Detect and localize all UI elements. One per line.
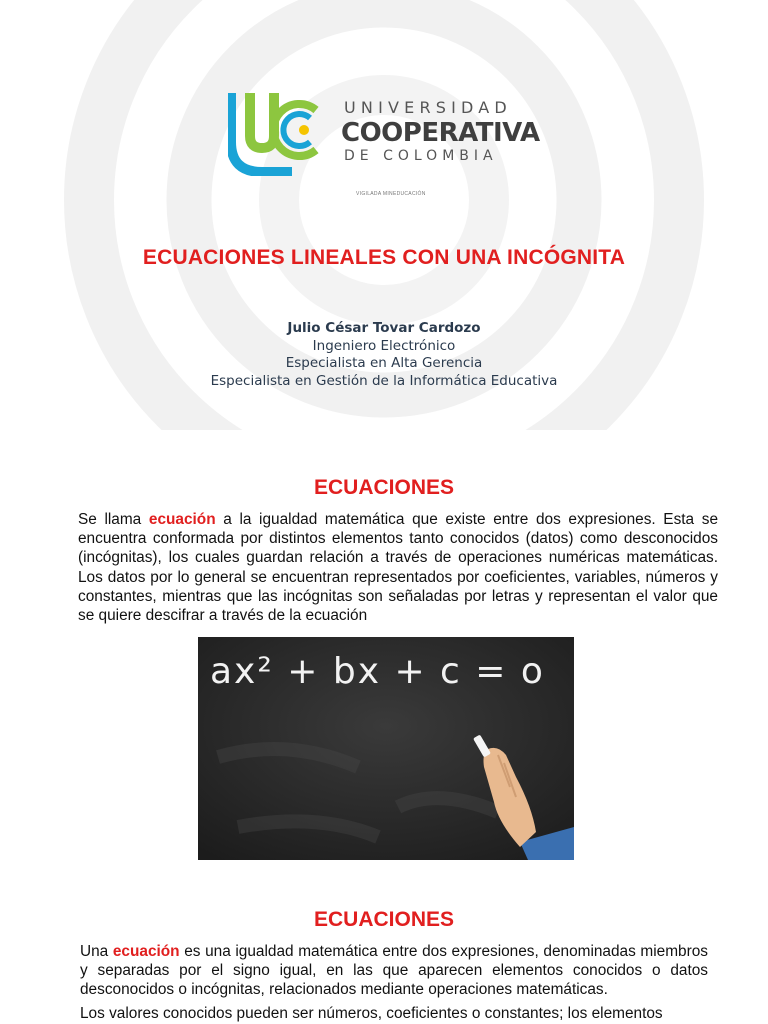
paragraph-text: Se llama [78,511,149,528]
section-title: ECUACIONES [313,908,455,931]
logo-line-2: COOPERATIVA [341,118,540,148]
author-name: Julio César Tovar Cardozo [287,320,481,336]
author-block [0,320,768,390]
author-credential: Especialista en Gestión de la Informática Educativa [210,372,558,389]
logo-line-1: UNIVERSIDAD [344,98,512,117]
author-credential: Especialista en Alta Gerencia [285,355,483,371]
document-title: ECUACIONES LINEALES CON UNA INCÓGNITA [142,246,626,269]
chalkboard-image [198,637,574,860]
logo-caption: VIGILADA MINEDUCACIÓN [356,191,426,197]
logo-line-3: DE COLOMBIA [344,148,498,164]
section-paragraph [80,942,708,1000]
paragraph-text: a la igualdad matemática que existe entre dos expresiones. Esta se encuentra conformada por distintos elementos tanto conocidos (datos) como desconocidos (incógnitas), los cuales guardan relación a través de operaciones numéricas matemáticas. Los datos por lo general se encuentran representados por coeficientes, variables, números y constantes, mientras que las incógnitas son señaladas por letras y representan el valor que se quiere descifrar a través de la ecuación [78,511,718,625]
author-credential: Ingeniero Electrónico [312,337,456,354]
ucc-logo-icon [228,90,324,176]
section-paragraph [78,510,718,625]
section-paragraph: Los valores conocidos pueden ser números, coeficientes o constantes; los elementos [80,1005,663,1022]
highlight-term: ecuación [148,511,216,528]
highlight-term: ecuación [112,943,180,960]
paragraph-text: es una igualdad matemática entre dos expresiones, denominadas miembros y separadas por el signo igual, en las que aparecen elementos conocidos o datos desconocidos o incógnitas, relacionados mediante operaciones matemáticas. [80,943,708,999]
chalk-equation: ax² + bx + c = o [210,651,545,692]
paragraph-text: Una [80,943,113,960]
university-logo [228,90,548,200]
section-title: ECUACIONES [313,476,455,499]
